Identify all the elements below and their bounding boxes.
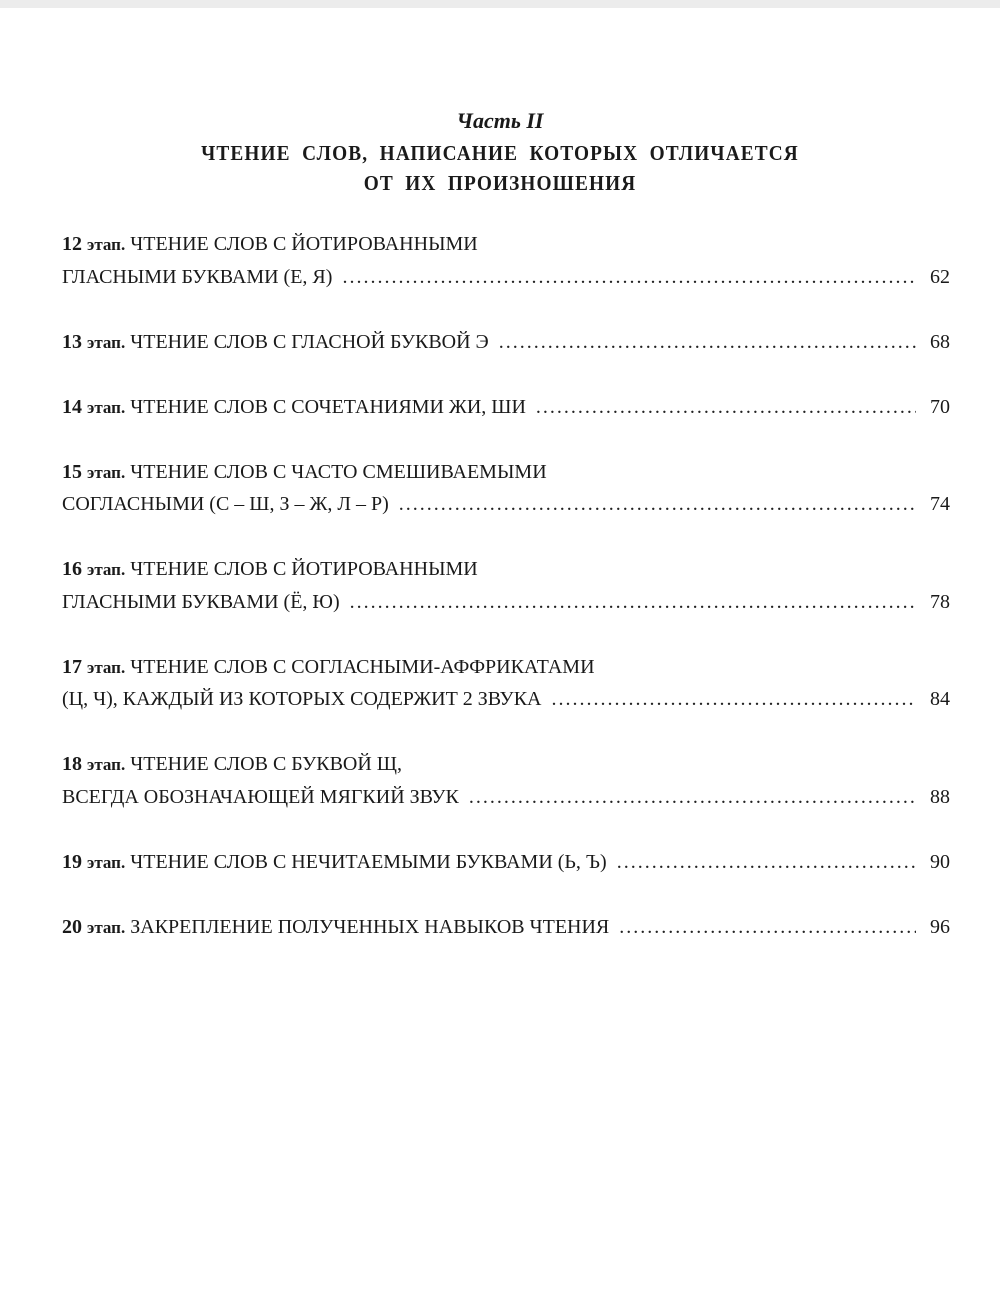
toc-entry[interactable] xyxy=(62,911,950,944)
dot-leader xyxy=(342,261,916,294)
heading-line: ОТ ИХ ПРОИЗНОШЕНИЯ xyxy=(363,171,637,195)
toc-entry[interactable] xyxy=(62,326,950,359)
toc-entry-line xyxy=(62,651,950,684)
toc-entry-line xyxy=(62,911,950,944)
toc-entry-line xyxy=(62,748,950,781)
toc-entry-line xyxy=(62,683,950,716)
entry-title: ЧТЕНИЕ СЛОВ С ЧАСТО СМЕШИВАЕМЫМИ xyxy=(130,460,547,483)
stage-number: 19 xyxy=(62,850,82,873)
stage-number: 20 xyxy=(62,915,82,938)
toc-entry-line xyxy=(62,553,950,586)
entry-title: ЧТЕНИЕ СЛОВ С НЕЧИТАЕМЫМИ БУКВАМИ (Ь, Ъ) xyxy=(130,850,607,873)
part-label: Часть II xyxy=(456,108,544,133)
stage-label: этап. xyxy=(87,462,126,482)
entry-title: ЧТЕНИЕ СЛОВ С ЙОТИРОВАННЫМИ xyxy=(130,558,478,580)
toc-entry[interactable] xyxy=(62,391,950,424)
toc-entry-line xyxy=(62,228,950,261)
page-number: 62 xyxy=(930,265,950,288)
page-number: 74 xyxy=(930,493,950,515)
stage-label: этап. xyxy=(87,657,126,677)
entry-title: ЧТЕНИЕ СЛОВ С СОГЛАСНЫМИ-АФФРИКАТАМИ xyxy=(130,655,595,678)
toc-entry-line xyxy=(62,261,950,294)
page-number: 70 xyxy=(930,395,950,418)
toc-entry-line xyxy=(62,456,950,489)
page-number: 84 xyxy=(930,688,950,710)
toc-entry[interactable] xyxy=(62,228,950,293)
stage-label: этап. xyxy=(87,917,126,937)
page-number: 78 xyxy=(930,590,950,613)
stage-number: 14 xyxy=(62,395,82,418)
page-number: 88 xyxy=(930,785,950,808)
stage-number: 17 xyxy=(62,655,82,678)
toc-entry[interactable] xyxy=(62,651,950,716)
entry-title: ЧТЕНИЕ СЛОВ С СОЧЕТАНИЯМИ ЖИ, ШИ xyxy=(130,395,526,418)
entry-title: ЧТЕНИЕ СЛОВ С ЙОТИРОВАННЫМИ xyxy=(130,233,478,255)
toc-entry-line xyxy=(62,781,950,814)
toc-entry-line xyxy=(62,488,950,521)
stage-label: этап. xyxy=(87,332,126,352)
entry-title: ГЛАСНЫМИ БУКВАМИ (Е, Я) xyxy=(62,265,333,288)
entry-title: (Ц, Ч), КАЖДЫЙ ИЗ КОТОРЫХ СОДЕРЖИТ 2 ЗВУКА xyxy=(62,688,542,710)
stage-label: этап. xyxy=(87,560,126,579)
dot-leader xyxy=(469,781,916,814)
dot-leader xyxy=(499,326,916,359)
stage-label: этап. xyxy=(87,755,126,774)
stage-number: 13 xyxy=(62,330,82,353)
toc-entry-line xyxy=(62,846,950,879)
dot-leader xyxy=(399,488,916,521)
entry-title: ЧТЕНИЕ СЛОВ С БУКВОЙ Щ, xyxy=(130,753,402,775)
toc-entry-line xyxy=(62,326,950,359)
toc-entry[interactable] xyxy=(62,553,950,618)
stage-number: 12 xyxy=(62,233,82,255)
stage-label: этап. xyxy=(87,235,126,254)
page-number: 68 xyxy=(930,330,950,353)
entry-title: СОГЛАСНЫМИ (С – Ш, З – Ж, Л – Р) xyxy=(62,493,389,515)
section-heading xyxy=(40,138,960,198)
toc-entry[interactable] xyxy=(62,846,950,879)
dot-leader xyxy=(350,586,916,619)
dot-leader xyxy=(551,683,916,716)
stage-number: 16 xyxy=(62,558,82,580)
page-number: 96 xyxy=(930,915,950,938)
entry-title: ЗАКРЕПЛЕНИЕ ПОЛУЧЕННЫХ НАВЫКОВ ЧТЕНИЯ xyxy=(130,915,610,938)
toc-entry-line xyxy=(62,586,950,619)
entry-title: ГЛАСНЫМИ БУКВАМИ (Ё, Ю) xyxy=(62,590,340,613)
entry-title: ВСЕГДА ОБОЗНАЧАЮЩЕЙ МЯГКИЙ ЗВУК xyxy=(62,785,459,808)
heading-line: ЧТЕНИЕ СЛОВ, НАПИСАНИЕ КОТОРЫХ ОТЛИЧАЕТСЯ xyxy=(201,141,799,165)
stage-label: этап. xyxy=(87,397,126,417)
toc-entry-line xyxy=(62,391,950,424)
dot-leader xyxy=(617,846,916,879)
dot-leader xyxy=(536,391,916,424)
entry-title: ЧТЕНИЕ СЛОВ С ГЛАСНОЙ БУКВОЙ Э xyxy=(130,330,489,353)
dot-leader xyxy=(619,911,916,944)
stage-label: этап. xyxy=(87,852,126,872)
stage-number: 18 xyxy=(62,753,82,775)
stage-number: 15 xyxy=(62,460,82,483)
top-border xyxy=(0,0,1000,8)
toc-entry[interactable] xyxy=(62,456,950,521)
table-of-contents xyxy=(62,228,950,976)
page-number: 90 xyxy=(930,850,950,873)
toc-entry[interactable] xyxy=(62,748,950,813)
